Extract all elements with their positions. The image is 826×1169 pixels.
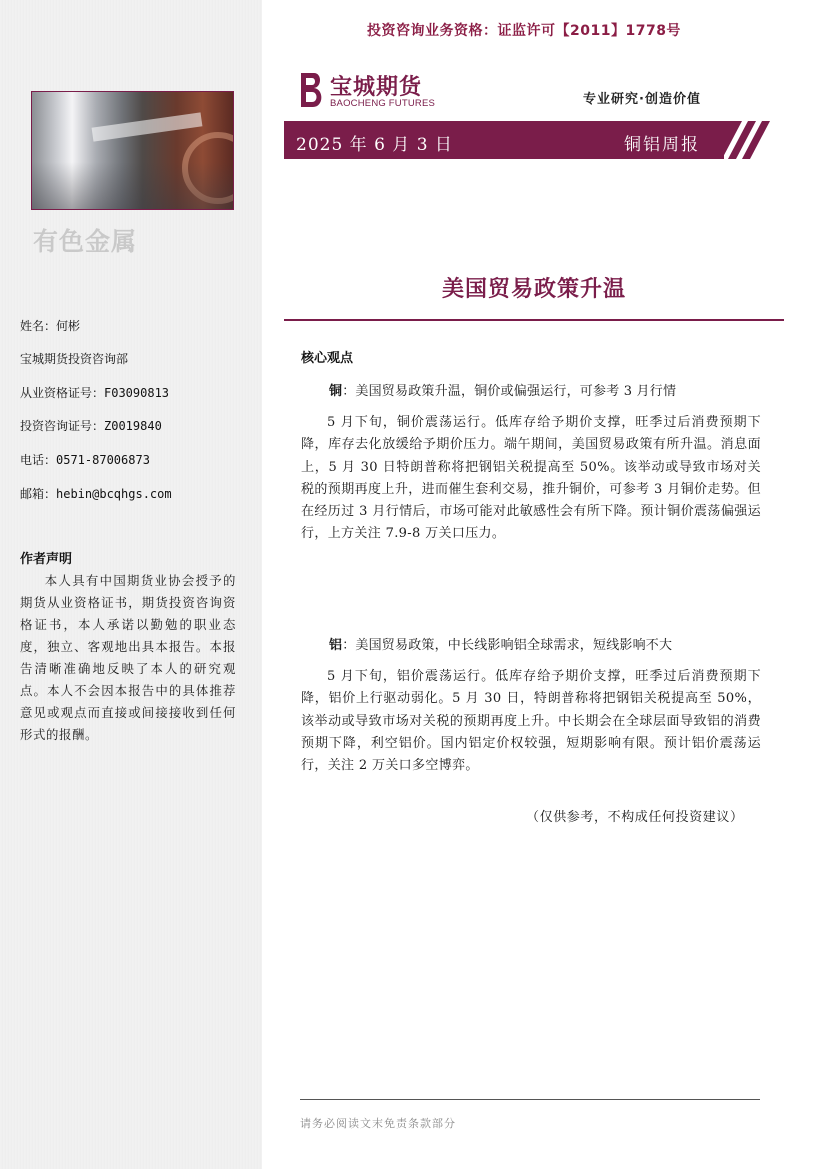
logo-english: BAOCHENG FUTURES — [330, 98, 436, 109]
consulting-number: 投资咨询证号：Z0019840 — [20, 419, 162, 433]
aluminum-body: 5 月下旬，铝价震荡运行。低库存给予期价支撑，旺季过后消费预期下降，铝价上行驱动弱化。5 月 30 日，特朗普称将把钢铝关税提高至 50%，该举动或导致市场对关税的预期再度上升。中长期会在全球层面导致铝的消费预期下降，利空铝价。国内铝定价权较强，短期影响有限。预计铝价震荡运行，关注 2 万关口多空博弈。 — [301, 669, 761, 774]
sidebar — [0, 0, 262, 1169]
banner-stripes-icon — [704, 121, 784, 159]
analyst-name: 姓名：何彬 — [20, 319, 81, 333]
cover-photo — [31, 91, 234, 210]
footer-divider — [300, 1099, 760, 1100]
declaration-title: 作者声明 — [20, 552, 73, 567]
phone: 电话：0571-87006873 — [20, 453, 150, 467]
date-banner — [284, 121, 784, 159]
investment-disclaimer: （仅供参考，不构成任何投资建议） — [526, 810, 744, 825]
copper-headline — [329, 380, 676, 399]
photo-highlight — [92, 112, 203, 141]
footer-note: 请务必阅读文末免责条款部分 — [300, 1117, 456, 1130]
photo-shade — [32, 162, 233, 209]
core-view-heading: 核心观点 — [301, 351, 354, 366]
aluminum-label: 铝 — [329, 638, 343, 653]
title-divider — [284, 319, 784, 321]
email[interactable]: 邮箱：hebin@bcqhgs.com — [20, 487, 172, 501]
copper-headline-text: ：美国贸易政策升温，铜价或偏强运行，可参考 3 月行情 — [342, 384, 677, 399]
sector-label: 有色金属 — [33, 227, 138, 256]
page-title: 美国贸易政策升温 — [441, 277, 626, 302]
department: 宝城期货投资咨询部 — [20, 352, 129, 366]
aluminum-headline-text: ：美国贸易政策，中长线影响铝全球需求，短线影响不大 — [342, 638, 673, 653]
declaration-body: 本人具有中国期货业协会授予的期货从业资格证书，期货投资咨询资格证书，本人承诺以勤勉的职业态度，独立、客观地出具本报告。本报告清晰准确地反映了本人的研究观点。本人不会因本报告中的具体推荐意见或观点而直接或间接接收到任何形式的报酬。 — [20, 573, 236, 742]
qualification-number: 从业资格证号：F03090813 — [20, 386, 170, 400]
logo-icon — [296, 70, 326, 110]
logo-text: 宝城期货 — [330, 74, 423, 100]
report-type: 铜铝周报 — [624, 135, 700, 155]
company-logo — [296, 70, 436, 112]
copper-body: 5 月下旬，铜价震荡运行。低库存给予期价支撑，旺季过后消费预期下降，库存去化放缓给予期价压力。端午期间，美国贸易政策有所升温。消息面上，5 月 30 日特朗普称将把钢铝关税提高至 50%。该举动或导致市场对关税的预期再度上升，进而催生套利交易，推升铜价，可参考 3 月铜价走势。但在经历过 3 月行情后，市场可能对此敏感性会有所下降。预计铜价震荡偏强运行，上方关注 7.9-8 万关口压力。 — [301, 415, 761, 542]
qualification-header: 投资咨询业务资格：证监许可【2011】1778号 — [367, 23, 681, 39]
copper-label: 铜 — [329, 384, 343, 399]
report-date: 2025 年 6 月 3 日 — [296, 135, 453, 155]
slogan: 专业研究·创造价值 — [583, 92, 701, 107]
aluminum-headline — [329, 634, 672, 653]
